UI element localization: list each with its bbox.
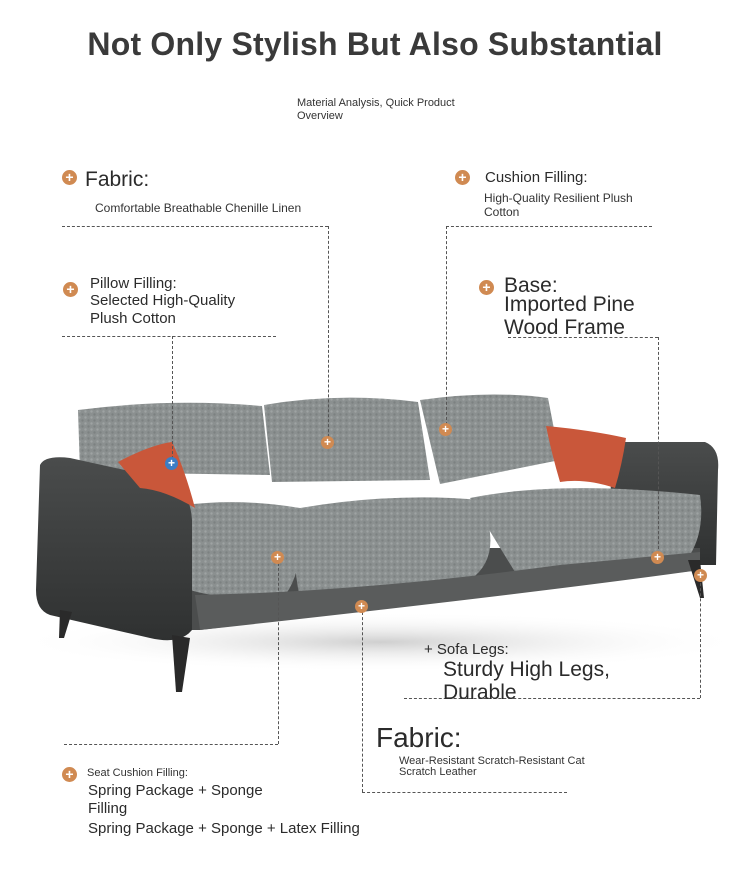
seat-cushion-line1: Spring Package + Sponge Filling [88, 782, 263, 817]
page-subtitle: Material Analysis, Quick Product Overview [297, 97, 455, 122]
pillow-filling-heading: Pillow Filling: [90, 275, 177, 292]
leather-hotspot-icon[interactable]: + [355, 600, 368, 613]
sofa-legs-heading: + Sofa Legs: [424, 641, 509, 658]
leader-line [328, 226, 329, 442]
fabric-bottom-desc: Wear-Resistant Scratch-Resistant Cat Scratch Leather [399, 755, 585, 778]
leader-line [446, 226, 447, 430]
cushion-filling-desc: High-Quality Resilient Plush Cotton [484, 191, 633, 219]
leader-line [62, 226, 328, 227]
pillow-filling-desc: Selected High-Quality Plush Cotton [90, 292, 236, 327]
seat-cushion-line2: Spring Package + Sponge + Latex Filling [88, 820, 360, 837]
legs-hotspot-icon[interactable]: + [694, 569, 707, 582]
plus-icon: + [63, 282, 78, 297]
fabric-hotspot-icon[interactable]: + [321, 436, 334, 449]
seat-hotspot-icon[interactable]: + [271, 551, 284, 564]
leader-line [700, 578, 701, 698]
cushion-filling-heading: Cushion Filling: [485, 169, 588, 186]
leader-line [362, 607, 363, 792]
page-title: Not Only Stylish But Also Substantial [87, 26, 663, 62]
seat-cushion-heading: Seat Cushion Filling: [87, 767, 188, 779]
fabric-bottom-heading: Fabric: [376, 722, 462, 753]
leader-line [278, 558, 279, 744]
fabric-top-desc: Comfortable Breathable Chenille Linen [95, 201, 302, 215]
pillow-hotspot-icon[interactable]: + [165, 457, 178, 470]
base-heading: Base: [504, 274, 558, 297]
leader-line [64, 744, 278, 745]
plus-icon: + [62, 170, 77, 185]
leader-line [362, 792, 567, 793]
sofa-legs-desc: Sturdy High Legs, Durable [443, 658, 610, 704]
cushion-hotspot-icon[interactable]: + [439, 423, 452, 436]
base-hotspot-icon[interactable]: + [651, 551, 664, 564]
plus-icon: + [455, 170, 470, 185]
leader-line [172, 336, 173, 464]
plus-icon: + [479, 280, 494, 295]
leader-line [446, 226, 652, 227]
base-desc: Imported Pine Wood Frame [504, 293, 635, 339]
fabric-top-heading: Fabric: [85, 168, 150, 191]
leader-line [62, 336, 276, 337]
plus-icon: + [62, 767, 77, 782]
leader-line [658, 337, 659, 559]
